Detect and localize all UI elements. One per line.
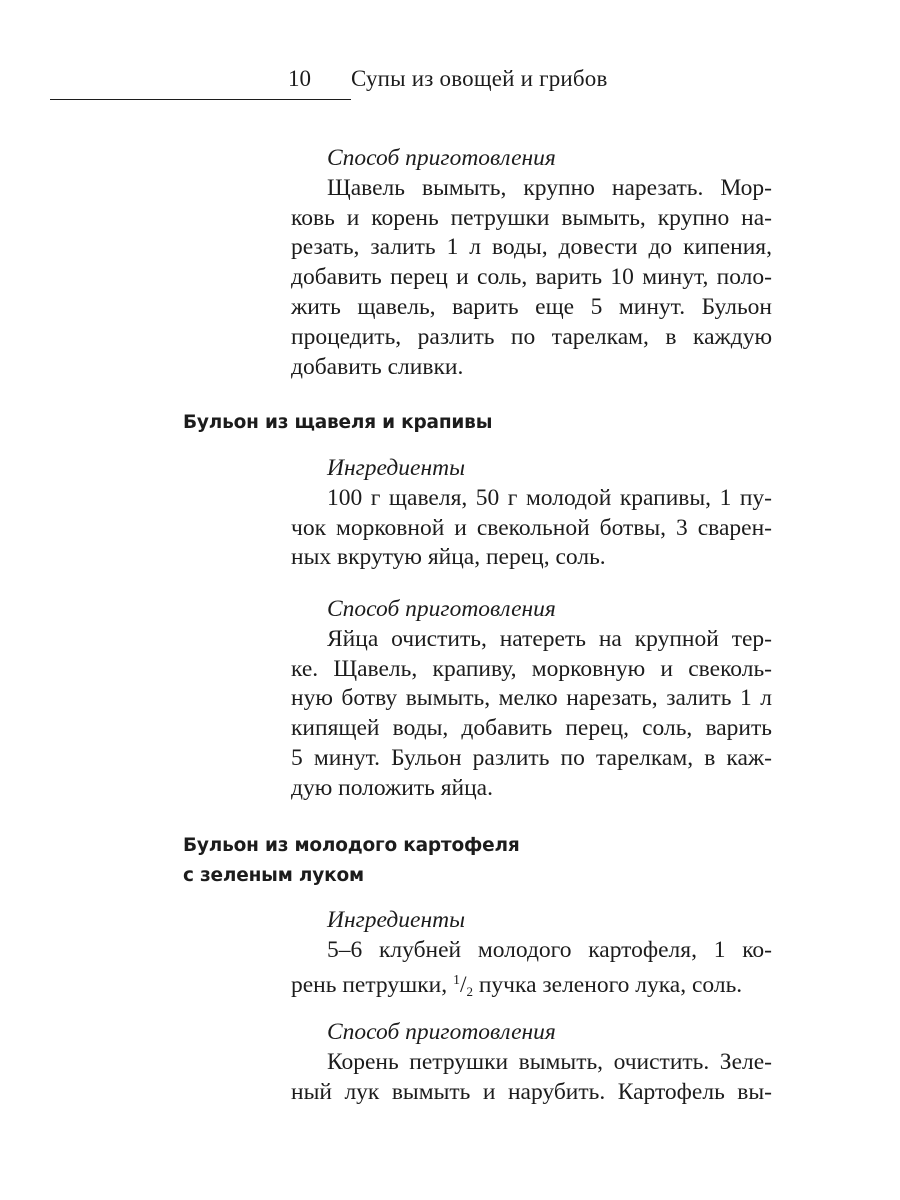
text-line: 5 минут. Бульон разлить по тарелкам, в каж- xyxy=(291,744,772,771)
text-fragment: рень петрушки, xyxy=(291,971,453,998)
recipe-2-method xyxy=(291,1018,772,1107)
recipe-title: Бульон из щавеля и крапивы xyxy=(183,412,493,433)
fraction-slash: / xyxy=(459,971,467,998)
header-rule xyxy=(50,99,351,100)
ingredients-heading: Ингредиенты xyxy=(327,455,466,481)
recipe-title-line: с зеленым луком xyxy=(183,865,364,886)
text-line: добавить сливки. xyxy=(291,353,464,380)
ingredients-text xyxy=(291,936,772,1007)
text-line: ковь и корень петрушки вымыть, крупно на- xyxy=(291,204,772,231)
fraction-denominator: 2 xyxy=(466,983,473,999)
text-line: процедить, разлить по тарелкам, в каждую xyxy=(291,323,772,350)
method-heading: Способ приготовления xyxy=(327,145,556,171)
method-text xyxy=(291,174,772,383)
recipe-1-ingredients xyxy=(291,454,772,573)
text-line: ке. Щавель, крапиву, морковную и свеколь- xyxy=(291,655,772,682)
text-line: резать, залить 1 л воды, довести до кипения, xyxy=(291,234,772,261)
text-line: жить щавель, варить еще 5 минут. Бульон xyxy=(291,293,772,320)
method-text xyxy=(291,1048,772,1108)
method-heading: Способ приготовления xyxy=(327,1019,556,1045)
text-line: добавить перец и соль, варить 10 минут, поло- xyxy=(291,264,772,291)
recipe-title-line: Бульон из молодого картофеля xyxy=(183,835,520,856)
text-line: Корень петрушки вымыть, очистить. Зеле- xyxy=(327,1048,772,1075)
text-line: кипящей воды, добавить перец, соль, варить xyxy=(291,715,772,742)
recipe-2-ingredients xyxy=(291,906,772,1006)
text-line: чок морковной и свекольной ботвы, 3 сварен- xyxy=(291,514,772,541)
ingredients-heading: Ингредиенты xyxy=(327,907,466,933)
text-fragment: пучка зеленого лука, соль. xyxy=(472,971,743,998)
method-text xyxy=(291,625,772,804)
text-line: 5–6 клубней молодого картофеля, 1 ко- xyxy=(327,936,772,963)
text-line: 100 г щавеля, 50 г молодой крапивы, 1 пу- xyxy=(327,484,772,511)
text-line: ный лук вымыть и нарубить. Картофель вы- xyxy=(291,1078,772,1105)
page-number: 10 xyxy=(288,66,311,91)
method-heading: Способ приготовления xyxy=(327,596,556,622)
text-line: ную ботву вымыть, мелко нарезать, залить 1 л xyxy=(291,685,772,712)
recipe-0-method xyxy=(291,144,772,382)
ingredients-text xyxy=(291,484,772,573)
fraction-numerator: 1 xyxy=(452,972,460,988)
text-line xyxy=(291,966,772,1007)
text-line: Щавель вымыть, крупно нарезать. Мор- xyxy=(327,174,772,201)
recipe-title xyxy=(183,831,520,891)
text-line: Яйца очистить, натереть на крупной тер- xyxy=(327,625,772,652)
text-line: дую положить яйца. xyxy=(291,774,493,801)
text-line: ных вкрутую яйца, перец, соль. xyxy=(291,544,606,571)
running-title: Супы из овощей и грибов xyxy=(351,66,608,91)
recipe-1-method xyxy=(291,595,772,804)
